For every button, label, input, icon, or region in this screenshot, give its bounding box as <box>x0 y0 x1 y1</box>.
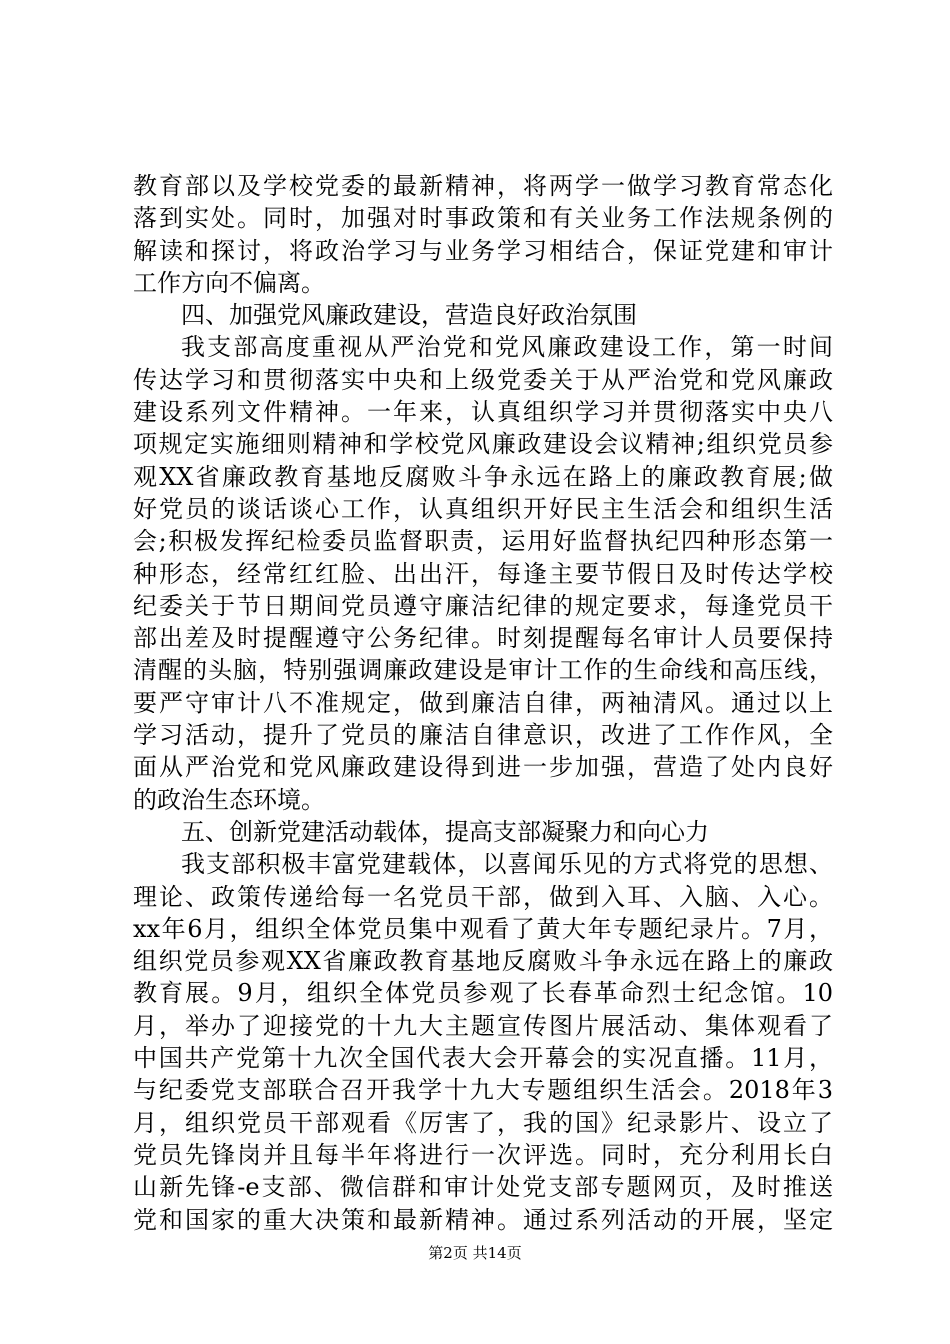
text-line: 山新先锋-e支部、微信群和审计处党支部专题网页，及时推送 <box>133 1173 833 1202</box>
document-body <box>133 170 833 1236</box>
text-line: 清醒的头脑，特别强调廉政建设是审计工作的生命线和高压线， <box>133 656 833 685</box>
text-line: 的政治生态环境。 <box>133 785 325 814</box>
text-line: xx年6月，组织全体党员集中观看了黄大年专题纪录片。7月， <box>133 914 833 943</box>
text-line: 四、加强党风廉政建设，营造良好政治氛围 <box>181 301 637 330</box>
text-line: 月，组织党员干部观看《厉害了，我的国》纪录影片、设立了 <box>133 1108 833 1137</box>
text-line: 落到实处。同时，加强对时事政策和有关业务工作法规条例的 <box>133 204 833 233</box>
text-line: 教育展。9月，组织全体党员参观了长春革命烈士纪念馆。10 <box>133 979 833 1008</box>
text-line: 项规定实施细则精神和学校党风廉政建设会议精神;组织党员参 <box>133 430 833 459</box>
text-line: 我支部高度重视从严治党和党风廉政建设工作，第一时间 <box>181 333 833 362</box>
text-line: 党和国家的重大决策和最新精神。通过系列活动的开展，坚定 <box>133 1205 833 1234</box>
text-line: 纪委关于节日期间党员遵守廉洁纪律的规定要求，每逢党员干 <box>133 591 833 620</box>
text-line: 中国共产党第十九次全国代表大会开幕会的实况直播。11月， <box>133 1044 833 1073</box>
text-line: 五、创新党建活动载体，提高支部凝聚力和向心力 <box>181 817 709 846</box>
text-line: 组织党员参观XX省廉政教育基地反腐败斗争永远在路上的廉政 <box>133 947 833 976</box>
text-line: 好党员的谈话谈心工作，认真组织开好民主生活会和组织生活 <box>133 494 833 523</box>
text-line: 月，举办了迎接党的十九大主题宣传图片展活动、集体观看了 <box>133 1011 833 1040</box>
text-line: 解读和探讨，将政治学习与业务学习相结合，保证党建和审计 <box>133 236 833 265</box>
text-line: 工作方向不偏离。 <box>133 268 325 297</box>
text-line: 建设系列文件精神。一年来，认真组织学习并贯彻落实中央八 <box>133 398 833 427</box>
text-line: 理论、政策传递给每一名党员干部，做到入耳、入脑、入心。 <box>133 882 833 911</box>
text-line: 要严守审计八不准规定，做到廉洁自律，两袖清风。通过以上 <box>133 688 833 717</box>
text-line: 党员先锋岗并且每半年将进行一次评选。同时，充分利用长白 <box>133 1140 833 1169</box>
page-footer: 第2页 共14页 <box>428 1244 522 1262</box>
text-line: 会;积极发挥纪检委员监督职责，运用好监督执纪四种形态第一 <box>133 527 833 556</box>
text-line: 部出差及时提醒遵守公务纪律。时刻提醒每名审计人员要保持 <box>133 624 833 653</box>
text-line: 学习活动，提升了党员的廉洁自律意识，改进了工作作风，全 <box>133 721 833 750</box>
text-line: 教育部以及学校党委的最新精神，将两学一做学习教育常态化 <box>133 172 833 200</box>
text-line: 我支部积极丰富党建载体，以喜闻乐见的方式将党的思想、 <box>181 850 833 879</box>
text-line: 传达学习和贯彻落实中央和上级党委关于从严治党和党风廉政 <box>133 365 833 394</box>
text-line: 面从严治党和党风廉政建设得到进一步加强，营造了处内良好 <box>133 753 833 782</box>
text-line: 观XX省廉政教育基地反腐败斗争永远在路上的廉政教育展;做 <box>133 462 833 491</box>
text-line: 与纪委党支部联合召开我学十九大专题组织生活会。2018年3 <box>133 1076 833 1105</box>
text-line: 种形态，经常红红脸、出出汗，每逢主要节假日及时传达学校 <box>133 559 833 588</box>
